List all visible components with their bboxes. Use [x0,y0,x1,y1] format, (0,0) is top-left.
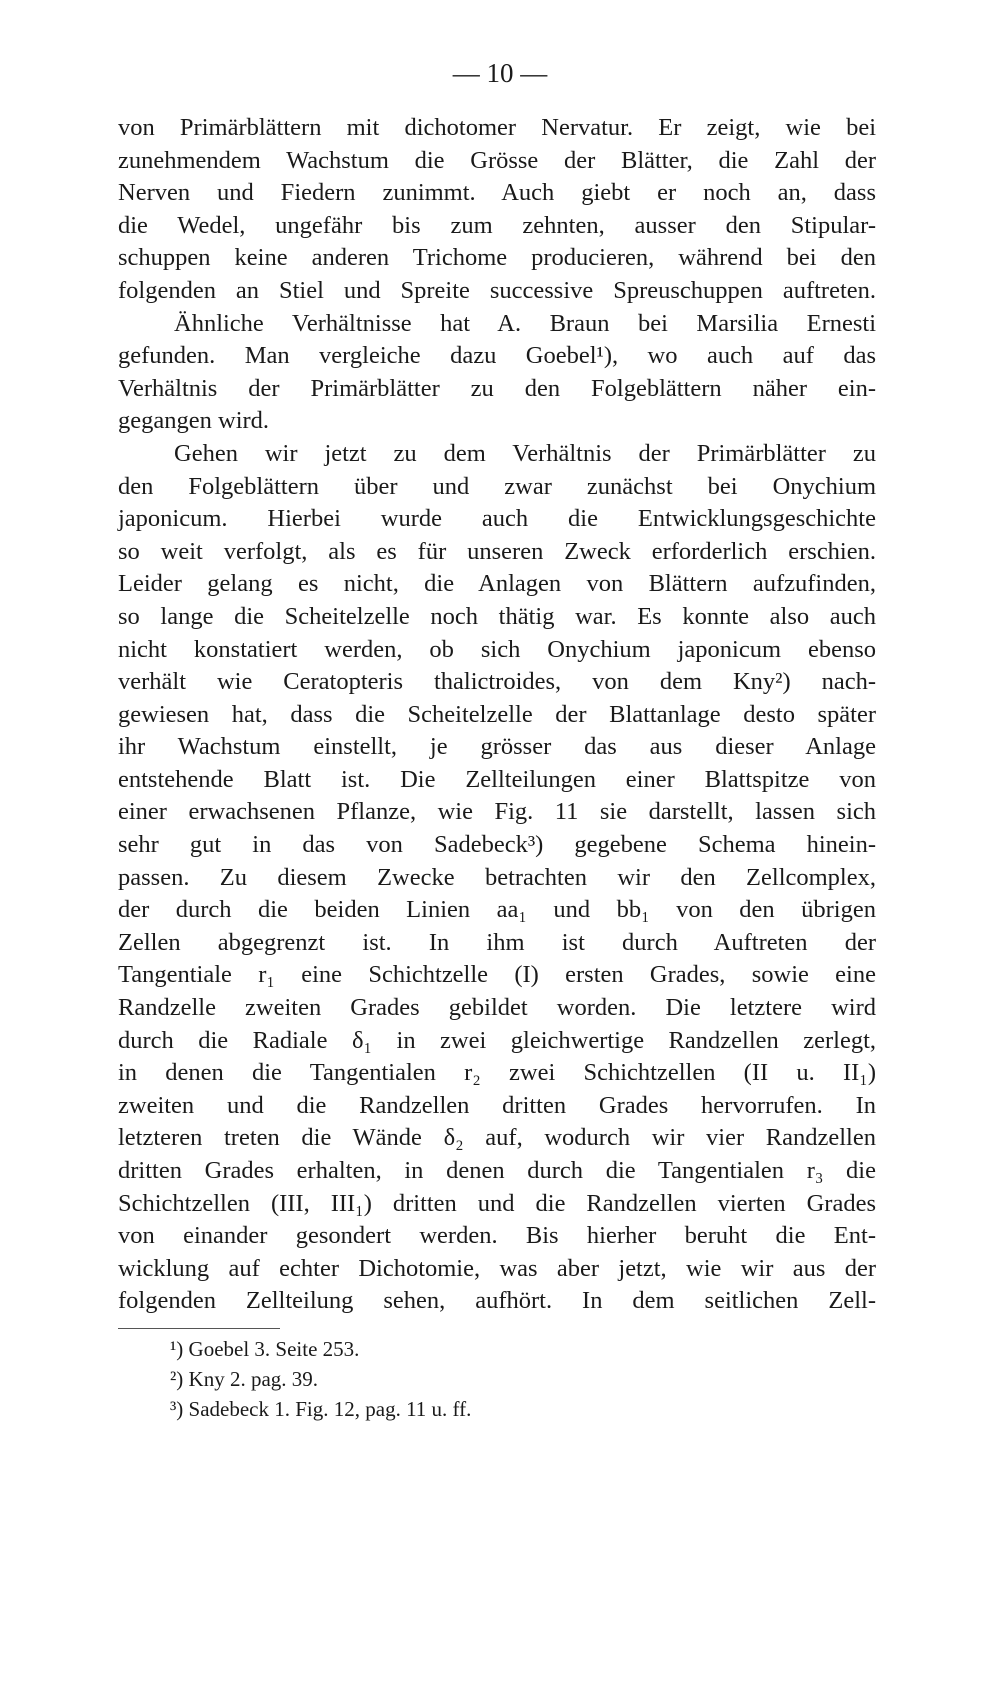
text-line: Nerven und Fiedern zunimmt. Auch giebt er noch an, dass [118,179,876,207]
text-line: gewiesen hat, dass die Scheitelzelle der Blattanlage desto später [118,700,876,728]
text-line: folgenden an Stiel und Spreite successive Spreuschuppen auftreten. [118,276,876,304]
text-line: ihr Wachstum einstellt, je grösser das aus dieser Anlage [118,733,876,761]
text-line: nicht konstatiert werden, ob sich Onychium japonicum ebenso [118,635,876,663]
text-line: schuppen keine anderen Trichome producieren, während bei den [118,244,876,272]
text-line: Zellen abgegrenzt ist. In ihm ist durch Auftreten der [118,928,876,956]
text-line: verhält wie Ceratopteris thalictroides, von dem Kny²) nach- [118,668,876,696]
footnote: ¹) Goebel 3. Seite 253. [170,1337,360,1361]
text-line: entstehende Blatt ist. Die Zellteilungen einer Blattspitze von [118,765,876,793]
text-line: Schichtzellen (III, III₁) dritten und die Randzellen vierten Grades [118,1189,876,1217]
text-line: Gehen wir jetzt zu dem Verhältnis der Primärblätter zu [174,439,876,467]
text-line: zweiten und die Randzellen dritten Grades hervorrufen. In [118,1091,876,1119]
text-line: so lange die Scheitelzelle noch thätig war. Es konnte also auch [118,602,876,630]
text-line: einer erwachsenen Pflanze, wie Fig. 11 sie darstellt, lassen sich [118,798,876,826]
body-text [118,112,876,1318]
text-line: passen. Zu diesem Zwecke betrachten wir den Zellcomplex, [118,863,876,891]
text-line: Leider gelang es nicht, die Anlagen von Blättern aufzufinden, [118,570,876,598]
footnote: ²) Kny 2. pag. 39. [170,1367,319,1391]
text-line: Verhältnis der Primärblätter zu den Folgeblättern näher ein- [118,374,876,402]
text-line: der durch die beiden Linien aa₁ und bb₁ von den übrigen [118,896,876,924]
text-line: Randzelle zweiten Grades gebildet worden. Die letztere wird [118,994,876,1022]
text-line: von einander gesondert werden. Bis hierher beruht die Ent- [118,1222,876,1250]
text-line: so weit verfolgt, als es für unseren Zweck erforderlich erschien. [118,537,876,565]
page-number: — 10 — [452,58,548,88]
text-line: japonicum. Hierbei wurde auch die Entwicklungsgeschichte [118,505,876,533]
text-line: in denen die Tangentialen r₂ zwei Schichtzellen (II u. II₁) [118,1059,876,1087]
text-line: zunehmendem Wachstum die Grösse der Blätter, die Zahl der [118,146,876,174]
text-line: letzteren treten die Wände δ₂ auf, wodurch wir vier Randzellen [118,1124,876,1152]
text-line: gegangen wird. [118,407,270,435]
footnote: ³) Sadebeck 1. Fig. 12, pag. 11 u. ff. [170,1397,472,1421]
text-line: Tangentiale r₁ eine Schichtzelle (I) ersten Grades, sowie eine [118,961,876,989]
text-line: folgenden Zellteilung sehen, aufhört. In dem seitlichen Zell- [118,1287,876,1315]
text-line: Ähnliche Verhältnisse hat A. Braun bei Marsilia Ernesti [174,309,876,337]
text-line: wicklung auf echter Dichotomie, was aber jetzt, wie wir aus der [118,1254,876,1282]
text-line: durch die Radiale δ₁ in zwei gleichwertige Randzellen zerlegt, [118,1026,876,1054]
text-line: die Wedel, ungefähr bis zum zehnten, ausser den Stipular- [118,211,876,239]
text-line: gefunden. Man vergleiche dazu Goebel¹), wo auch auf das [118,342,876,370]
footnote-divider [118,1328,280,1329]
text-line: von Primärblättern mit dichotomer Nervatur. Er zeigt, wie bei [118,114,876,141]
text-line: den Folgeblättern über und zwar zunächst bei Onychium [118,472,876,500]
text-line: sehr gut in das von Sadebeck³) gegebene Schema hinein- [118,831,876,859]
text-line: dritten Grades erhalten, in denen durch die Tangentialen r₃ die [118,1157,876,1184]
